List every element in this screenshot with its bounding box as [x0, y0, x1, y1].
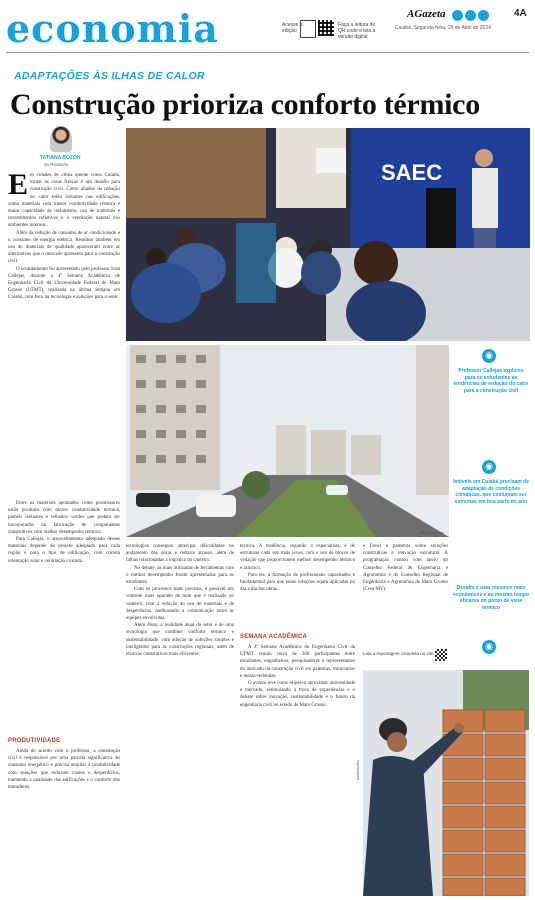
subhead-semana-academica: SEMANA ACADÊMICA — [240, 634, 308, 640]
caption-2: Imóvels em Cuiabá precisam de adaptação de condições climáticas, que costumam ser extremas em boa parte do ano — [453, 479, 529, 505]
auditorium-photo — [126, 128, 530, 341]
section-title: economia — [6, 6, 219, 51]
edition-device-icon — [300, 20, 316, 38]
paragraph: e Dowl e palestras sobre soluções construtivas e inovação estrutural. A programação contou com apoio do Conselho Federal de Engenharia e Agronomia e do Conselho Regional de Engenharia e Agronomia de Mato Grosso (Crea-MT). — [363, 544, 448, 593]
paragraph: Além disso, a realidade atual do setor é de uma tecnologia que combine conforto térmico e sustentabilidade, com adoção de soluções simples e inteligentes para as construções regionais, além de técnicas construtivas mais eficientes. — [126, 623, 234, 658]
author-avatar — [50, 126, 72, 152]
kicker: ADAPTAÇÕES ÀS ILHAS DE CALOR — [14, 70, 205, 82]
buildings-photo — [126, 345, 449, 537]
worker-photo-credit: Assessoria — [355, 760, 360, 780]
article-column-2 — [126, 543, 234, 893]
headline: Construção prioriza conforto térmico — [10, 88, 480, 121]
paragraph: Ainda de acordo com o professor, a construção civil é responsável por uma parcela significativa do consumo energético e precisa ampliar a produtividade com soluções que reduzam custos e desperdícios, mantendo a qualidade das edificações e o conforto dos moradores. — [8, 749, 120, 791]
paragraph: m cidades de clima quente como Cuiabá, tornar as casas frescas é um desafio para construção civil. Como aliados da redução do calor estão isolantes nas edificações, como materiais com menor condutividade térmica e maior capacidade de isolamento, uso de materiais e revestimentos refletivos e a ventilação natural nos ambientes internos. — [8, 173, 120, 229]
header-divider — [6, 52, 529, 53]
qr-note: Faça a leitura do QR code e leia a versão digital — [338, 22, 376, 40]
worker-photo — [363, 670, 529, 896]
paragraph: Com os processos mais precisos, é possível um controle mais apurado de tudo que é realizado no canteiro, com a redução do uso de materiais e de desperdícios, melhorando a comunicação entre as equipes envolvidas. — [126, 587, 234, 622]
paragraph: Para ele, a formação de profissionais capacitados é fundamental para que essas soluções sejam aplicadas no dia a dia das obras. — [240, 572, 355, 593]
paragraph: técnica. A tendência, segundo o especialista, é de estruturas cada vez mais leves, com o uso de blocos de vedação que proporcionem melhor desempenho térmico e acústico. — [240, 544, 355, 571]
article-column-1 — [8, 172, 120, 497]
paragraph: No debate, as mais utilizadas de ferramentas com o melhor desempenho foram apresentadas para os estudantes. — [126, 565, 234, 586]
article-column-4 — [363, 543, 448, 643]
auditorium-illustration — [126, 128, 530, 341]
worker-illustration — [363, 670, 529, 896]
paragraph: O levantamento foi apresentado pelo professor Ivan Callejas, durante a 4ª Semana Acadêmica de Engenharia Civil da Universidade Federal de Mato Grosso (UFMT), realizada na última semana em Cuiabá, com foco na tecnologia e soluções para o setor. — [8, 266, 120, 301]
buildings-photo-credit: Chico Ferreira — [418, 530, 444, 535]
paragraph: O evento teve como objetivo aproximar universidade e mercado, estimulando a troca de experiências e o debate sobre inovação, sustentabilidade e o futuro da engenharia civil no estado de Mato Grosso. — [240, 681, 355, 708]
caption-1: Professor Callejas explicou para os estudantes as tendências de redução do calor para a construção civil — [453, 368, 529, 394]
social-icon — [452, 10, 463, 21]
paragraph: tecnologias conseguiu antecipar dificuldades no andamento das obras e reduziu atrasos, além de falhas relacionadas à logística do canteiro. — [126, 544, 234, 564]
paragraph: A 4ª Semana Acadêmica de Engenharia Civil da UFMT reuniu cerca de 300 participantes entre estudantes, engenheiros, pesquisadores e representantes do mercado da construção civil em palestras, minicursos e mesas-redondas. — [240, 645, 355, 679]
qr-code-icon[interactable] — [318, 20, 334, 36]
article-column-3 — [240, 543, 355, 631]
author-name: TATIANA BOZON — [40, 155, 81, 161]
camera-icon: ◉ — [482, 640, 496, 654]
camera-icon: ◉ — [482, 460, 496, 474]
social-icon — [465, 10, 476, 21]
drop-cap: E — [8, 172, 29, 201]
subhead-produtividade: PRODUTIVIDADE — [8, 738, 61, 744]
buildings-illustration — [126, 345, 449, 537]
social-icon — [478, 10, 489, 21]
article-column-1c — [8, 748, 120, 893]
qr-link-text: Leia a reportagem completa no site — [363, 651, 434, 656]
article-column-3b — [240, 644, 355, 894]
article-column-1b — [8, 500, 120, 732]
paragraph: Além da redução de consumo de ar condicionado e o consumo de energia elétrica. Resultou também em uso de materiais de qualidade apareceram entre as alternativas que o mercado apresenta para a construção civil. — [8, 230, 120, 265]
article-qr-code[interactable] — [435, 649, 447, 661]
author-role: da Redação — [44, 162, 69, 167]
slide-text: SAEC — [381, 160, 443, 185]
page-number: 4A — [514, 8, 527, 19]
caption-3: Desafio é usar insumos mais econômicos e ao mesmo tempo eficazes do ponto de vista térmico — [453, 585, 529, 611]
paragraph: Entre os materiais apontados como promissores estão produtos com menor condutividade térmica, painéis isolantes e telhados verdes que podem ser incorporados na fabricação de componentes construtivos com melhor desempenho térmico. — [8, 501, 120, 535]
camera-icon: ◉ — [482, 349, 496, 363]
edition-note: Acesse a edição — [282, 22, 303, 34]
dateline: Cuiabá, Segunda-feira, 29 de Abril de 2024 — [395, 25, 491, 31]
masthead-logo: AGazeta — [407, 8, 446, 20]
masthead-social-icons — [452, 8, 491, 26]
paragraph: Para Callejas, o aproveitamento adequado desses materiais depende de projeto adequado para cada região e para o tipo de edificação, com correta orientação solar e ventilação cruzada. — [8, 537, 120, 564]
